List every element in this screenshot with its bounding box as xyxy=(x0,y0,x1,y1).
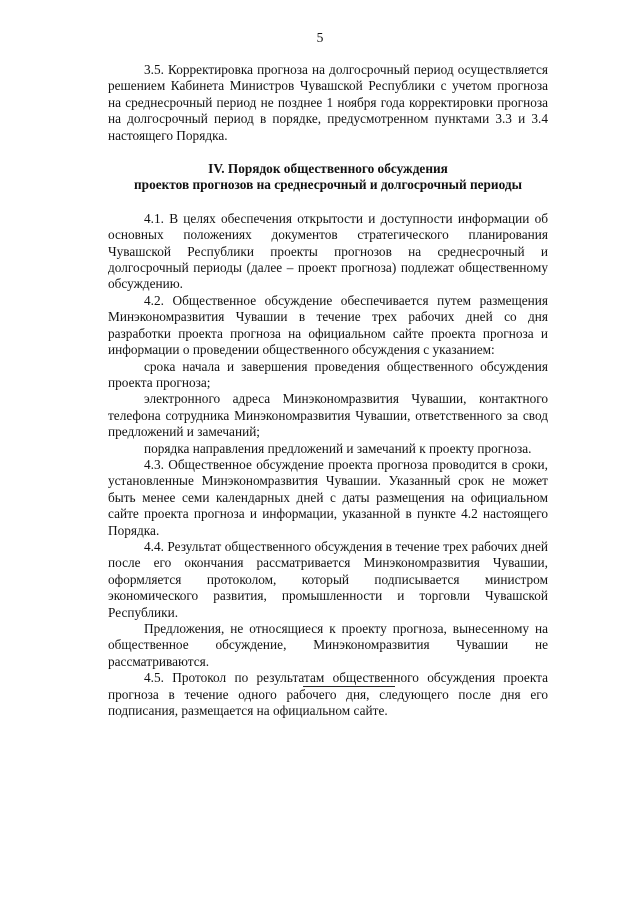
paragraph-4-4: 4.4. Результат общественного обсуждения в течение трех рабочих дней после его окончания рассматривается Минэкономразвития Чувашии, оформляется протоколом, который подписывается министром экономического развития, промышленности и торговли Чувашской Республики. xyxy=(108,538,548,620)
paragraph-4-2: 4.2. Общественное обсуждение обеспечивается путем размещения Минэкономразвития Чувашии в течение трех рабочих дней со дня разработки проекта прогноза на официальном сайте проекта прогноза и информации о проведении общественного обсуждения с указанием: xyxy=(108,292,548,358)
list-item-contacts: электронного адреса Минэкономразвития Чувашии, контактного телефона сотрудника Минэкономразвития Чувашии, ответственного за свод предложений и замечаний; xyxy=(108,391,548,440)
document-body xyxy=(108,62,548,719)
section-title-line-1: IV. Порядок общественного обсуждения xyxy=(208,161,448,177)
section-title xyxy=(108,161,548,194)
list-item-procedure: порядка направления предложений и замечаний к проекту прогноза. xyxy=(144,440,532,456)
list-item-deadline: срока начала и завершения проведения общественного обсуждения проекта прогноза; xyxy=(108,358,548,390)
paragraph-4-3: 4.3. Общественное обсуждение проекта прогноза проводится в сроки, установленные Минэкономразвития Чувашии. Указанный срок не может быть менее семи календарных дней с даты размещения на официальном сайте проекта прогноза и информации, указанной в пункте 4.2 настоящего Порядка. xyxy=(108,456,548,538)
paragraph-4-1: 4.1. В целях обеспечения открытости и доступности информации об основных положениях документов стратегического планирования Чувашской Республики проекты прогнозов на среднесрочный и долгосрочный периоды (далее – проект прогноза) подлежат общественному обсуждению. xyxy=(108,210,548,292)
paragraph-4-5: 4.5. Протокол по результатам общественного обсуждения проекта прогноза в течение одного рабочего дня, следующего после дня его подписания, размещается на официальном сайте. xyxy=(108,670,548,719)
paragraph-3-5: 3.5. Корректировка прогноза на долгосрочный период осуществляется решением Кабинета Министров Чувашской Республики с учетом прогноза на среднесрочный период не позднее 1 ноября года корректировки прогноза на долгосрочный период в порядке, предусмотренном пунктами 3.3 и 3.4 настоящего Порядка. xyxy=(108,62,548,143)
section-title-line-2: проектов прогнозов на среднесрочный и долгосрочный периоды xyxy=(134,177,522,193)
paragraph-proposals-note: Предложения, не относящиеся к проекту прогноза, вынесенному на общественное обсуждение, Минэкономразвития Чувашии не рассматриваются. xyxy=(108,621,548,669)
closing-rule xyxy=(303,686,395,687)
page-number: 5 xyxy=(316,30,324,45)
